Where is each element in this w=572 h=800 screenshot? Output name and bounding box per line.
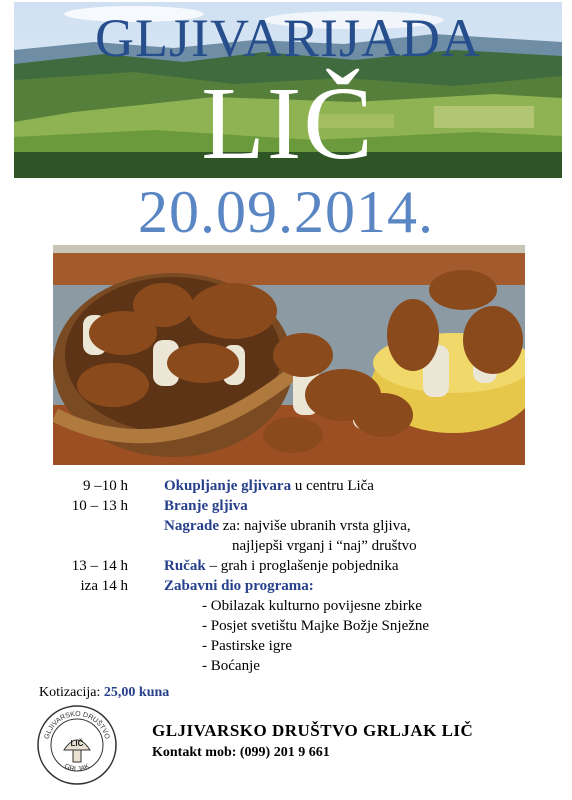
organizer-name: GLJIVARSKO DRUŠTVO GRLJAK LIČ [152, 721, 474, 740]
schedule-time: iza 14 h [80, 578, 128, 594]
schedule-highlight: Okupljanje gljivara [164, 478, 292, 494]
logo-top-text: GLJIVARSKO DRUŠTVO [43, 710, 111, 740]
fee-currency: kuna [138, 685, 170, 700]
schedule-highlight: Nagrade [164, 518, 219, 534]
fee-label: Kotizacija: [39, 685, 101, 700]
mushrooms-photo [53, 245, 525, 465]
registration-fee [39, 684, 169, 702]
schedule-item [164, 576, 314, 596]
schedule-text: najljepši vrganj i “naj” društvo [232, 538, 417, 554]
schedule-highlight: Zabavni dio programa: [164, 578, 314, 594]
event-title: GLJIVARIJADA [94, 8, 482, 68]
logo-bottom-text: GRLJAK [63, 763, 91, 774]
schedule-item [164, 516, 411, 536]
schedule-time: 13 – 14 h [71, 558, 128, 574]
program-item: - Obilazak kulturno povijesne zbirke [202, 598, 422, 614]
society-logo [36, 704, 118, 786]
logo-center-text: LIČ [70, 739, 84, 748]
schedule-item [164, 476, 374, 496]
organizer-contact: Kontakt mob: (099) 201 9 661 [152, 745, 330, 760]
program-item: - Boćanje [202, 658, 260, 674]
program-item: - Posjet svetištu Majke Božje Snježne [202, 618, 430, 634]
fee-amount: 25,00 [103, 685, 136, 700]
schedule-highlight: Branje gljiva [164, 498, 248, 514]
schedule-item [164, 496, 248, 516]
event-location-title: LIČ [201, 66, 375, 178]
event-date: 20.09.2014. [138, 179, 434, 245]
hero-landscape-image [14, 2, 562, 178]
program-item: - Pastirske igre [202, 638, 292, 654]
schedule-text: za: najviše ubranih vrsta gljiva, [219, 518, 411, 534]
schedule-text: – grah i proglašenje pobjednika [205, 558, 399, 574]
schedule-item [232, 536, 417, 556]
schedule-highlight: Ručak [164, 558, 206, 574]
schedule-text: u centru Liča [291, 478, 374, 494]
schedule-time: 10 – 13 h [71, 498, 128, 514]
schedule-time: 9 –10 h [83, 478, 128, 494]
schedule-item [164, 556, 399, 576]
